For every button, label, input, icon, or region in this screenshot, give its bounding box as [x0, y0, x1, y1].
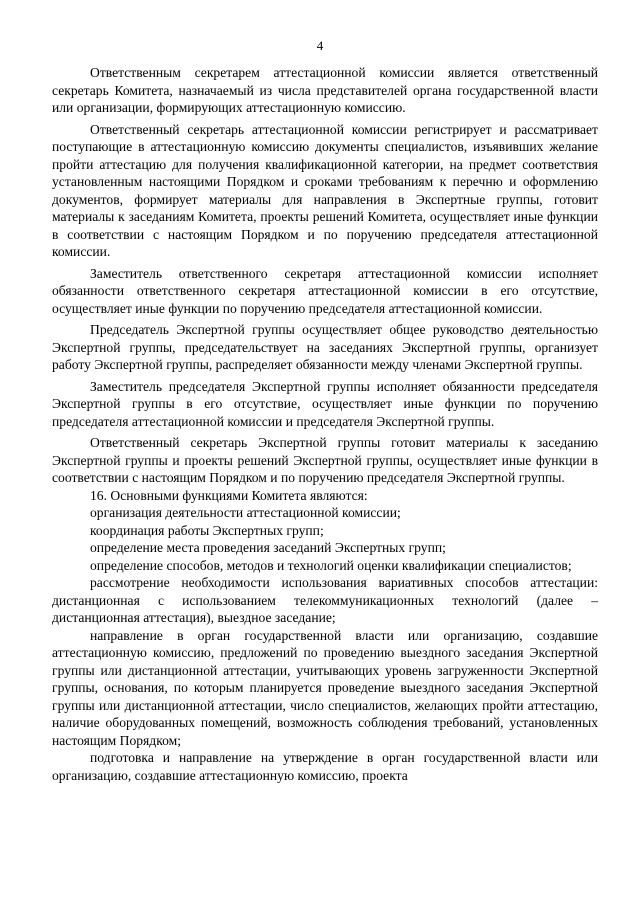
paragraph-responsible-secretary: Ответственным секретарем аттестационной комиссии является ответственный секретарь Комитета, назначаемый из числа представителей органа государственной власти или организации, формирующих аттестационную комиссию. [52, 65, 598, 115]
paragraph-group-chairman: Председатель Экспертной группы осуществляет общее руководство деятельностью Экспертной группы, председательствует на заседаниях Экспертной группы, организует работу Экспертной группы, распределяет обязанности между членами Экспертной группы. [52, 322, 598, 372]
paragraph-secretary-duties: Ответственный секретарь аттестационной комиссии регистрирует и рассматривает поступающие в аттестационную комиссию документы специалистов, изъявивших желание пройти аттестацию для получения квалификационной категории, на предмет соответствия установленным настоящими Порядком и сроками требованиям к перечню и оформлению документов, формирует материалы для направления в Экспертные группы, готовит материалы к заседаниям Комитета, проекты решений Комитета, осуществляет иные функции в соответствии с настоящим Порядком и по поручению председателя аттестационной комиссии. [52, 121, 598, 259]
function-item: организация деятельности аттестационной комиссии; [90, 505, 401, 520]
paragraph-group-secretary: Ответственный секретарь Экспертной группы готовит материалы к заседанию Экспертной группы и проекты решений Экспертной группы, осуществляет иные функции в соответствии с настоящим Порядком и по поручению председателя Экспертной группы. [52, 435, 598, 485]
page-number: 4 [316, 38, 324, 53]
paragraph-deputy-secretary: Заместитель ответственного секретаря аттестационной комиссии исполняет обязанности ответственного секретаря аттестационной комиссии в его отсутствие, осуществляет иные функции по поручению председателя аттестационной комиссии. [52, 265, 598, 316]
function-item: координация работы Экспертных групп; [90, 522, 324, 538]
function-item: подготовка и направление на утверждение в орган государственной власти или организацию, создавшие аттестационную комиссию, проекта [52, 750, 598, 783]
function-item: рассмотрение необходимости использования вариативных способов аттестации: дистанционная с использованием телекоммуникационных технологий (далее – дистанционная аттестация), выездное заседание; [52, 575, 598, 625]
document-body [52, 64, 598, 784]
function-item: определение способов, методов и технологий оценки квалификации специалистов; [90, 557, 572, 573]
function-item: определение места проведения заседаний Экспертных групп; [90, 540, 446, 555]
function-item: направление в орган государственной власти или организацию, создавшие аттестационную комиссию, предложений по проведению выездного заседания Экспертной группы или дистанционной аттестации, учитывающих уровень загруженности Экспертной группы, основания, по которым планируется проведение выездного заседания Экспертной группы или дистанционной аттестации, число специалистов, желающих пройти аттестацию, наличие оборудованных помещений, возможность соблюдения требований, установленных настоящим Порядком; [52, 627, 598, 748]
section-heading: 16. Основными функциями Комитета являются: [90, 487, 368, 503]
paragraph-deputy-chairman: Заместитель председателя Экспертной группы исполняет обязанности председателя Экспертной группы в его отсутствие, осуществляет иные функции по поручению председателя аттестационной комиссии и председателя Экспертной группы. [52, 378, 598, 429]
